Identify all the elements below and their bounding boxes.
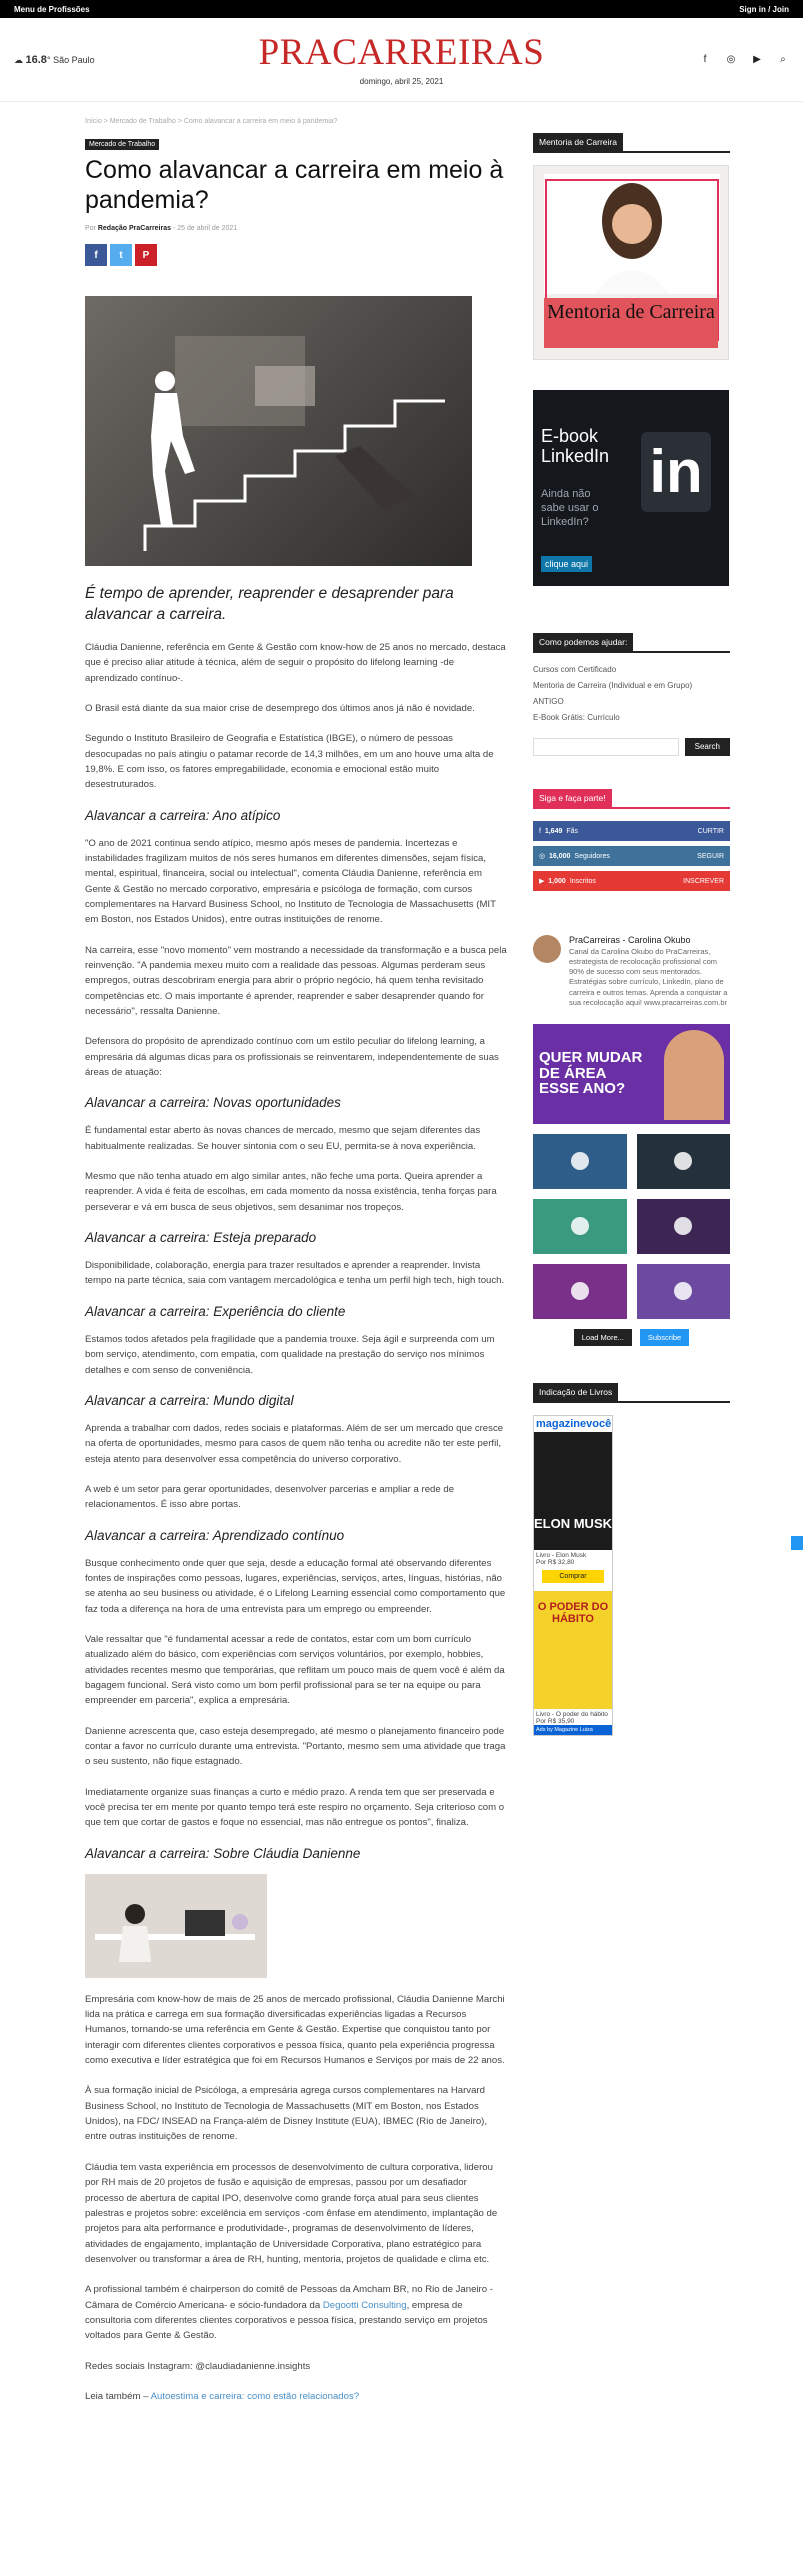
paragraph: A profissional também é chairperson do comitê de Pessoas da Amcham BR, no Rio de Janeiro -Câmara de Comércio Americana- e sócio-fundadora da Degootti Consulting, empresa de consultoria com diferentes clientes corporativos e pessoa física, prestando serviço em projetos voltados para Gente & Gestão.: [85, 2284, 493, 2342]
section-heading: Alavancar a carreira: Esteja preparado: [85, 1230, 317, 1246]
help-item[interactable]: ANTIGO: [533, 697, 564, 706]
video-thumb[interactable]: [533, 1264, 627, 1319]
header-date: domingo, abril 25, 2021: [359, 76, 444, 86]
article-lead: É tempo de aprender, reaprender e desaprender para alavancar a carreira.: [85, 585, 454, 623]
video-grid: [533, 1134, 730, 1319]
paragraph: Estamos todos afetados pela fragilidade que a pandemia trouxe. Seja ágil e surpreenda com um bom serviço, atendimento, com empatia, com qualidade na prestação do serviço nos mínimos detalhes e com senso de conveniência.: [85, 1333, 495, 1376]
share-twitter-icon[interactable]: t: [110, 244, 132, 266]
buy-button[interactable]: Comprar: [542, 1570, 604, 1583]
search-button[interactable]: Search: [685, 738, 730, 756]
top-menu-bar: [0, 0, 803, 18]
weather-icon: ☁: [14, 54, 23, 65]
floating-side-tab[interactable]: [791, 1536, 803, 1550]
paragraph: Cláudia Danienne, referência em Gente & Gestão com know-how de 25 anos no mercado, destaca que é preciso aliar atitude à técnica, além de seguir o propósito do lifelong learning -de aprendizado contínuo-.: [85, 641, 506, 684]
section-heading: Alavancar a carreira: Novas oportunidades: [85, 1095, 341, 1111]
play-icon: [571, 1217, 589, 1235]
article-meta: Por Redação PraCarreiras - 25 de abril de 2021: [85, 225, 238, 232]
play-icon: [571, 1282, 589, 1300]
breadcrumb-current: Como alavancar a carreira em meio à pandemia?: [183, 118, 338, 125]
book-price: Por R$ 35,90: [536, 1717, 575, 1725]
hero-image: [85, 296, 472, 566]
magazine-logo[interactable]: magazinevocê: [536, 1417, 612, 1430]
mentoria-banner[interactable]: [533, 165, 729, 360]
follow-block-title: Siga e faça parte!: [533, 789, 612, 807]
author-link[interactable]: Redação PraCarreiras: [97, 225, 172, 232]
city: São Paulo: [53, 54, 95, 65]
section-heading: Alavancar a carreira: Ano atípico: [85, 807, 281, 823]
breadcrumb-category[interactable]: Mercado de Trabalho: [109, 118, 176, 125]
help-block-title: Como podemos ajudar:: [533, 633, 633, 651]
youtube-channel: [533, 935, 730, 1346]
paragraph: Cláudia tem vasta experiência em processos de desenvolvimento de cultura corporativa, liderou por RH mais de 20 projetos de fusão e aquisição de empresas, passou por um desafiador processo de abertura de capital IPO, desenvolve como grande força atual para seus clientes palestras e projetos sobre: excelência em serviços -com ênfase em atendimento, implantação de projetos para alta performance e produtividade-, programas de desenvolvimento de líderes, atividades de engajamento, implantação de Universidade Corporativa, plano estratégico para desenvolver ou transformar a área de RH, hunting, mentoria, projetos de qualidade e clima etc.: [85, 2161, 498, 2265]
book-title[interactable]: Livro - Elon Musk: [536, 1551, 587, 1559]
share-pinterest-icon[interactable]: P: [135, 244, 157, 266]
paragraph: Danienne acrescenta que, caso esteja desempregado, até mesmo o planejamento financeiro pode contar a favor no currículo durante uma entrevista. "Portanto, mesmo sem uma atividade que traga o seu sustento, não fique estagnado.: [85, 1725, 506, 1768]
instagram-icon: ◎: [539, 853, 549, 860]
paragraph: Mesmo que não tenha atuado em algo similar antes, não feche uma porta. Queira aprender a reaprender. A vida é feita de escolhas, em cada momento da nossa existência, tenha forças para perseverar e vá em busca de seus objetivos, sem desanimar nos tropeços.: [85, 1171, 497, 1213]
mentoria-block-title: Mentoria de Carreira: [533, 133, 623, 151]
read-also: Leia também – Autoestima e carreira: como estão relacionados?: [85, 2390, 360, 2402]
section-heading: Alavancar a carreira: Mundo digital: [85, 1392, 294, 1408]
subscribe-button[interactable]: Subscribe: [640, 1329, 689, 1346]
breadcrumb-home[interactable]: Início: [85, 118, 102, 125]
linkedin-logo-icon: in: [641, 432, 711, 512]
mentoria-banner-text: Mentoria de Carreira: [544, 298, 718, 348]
weather-widget: ☁ 16.8° São Paulo: [14, 53, 95, 66]
category-tag[interactable]: Mercado de Trabalho: [85, 139, 159, 150]
degootti-link[interactable]: Degootti Consulting: [322, 2299, 407, 2311]
instagram-follow-row[interactable]: ◎ 16,000 Seguidores SEGUIR: [533, 846, 730, 866]
paragraph: Empresária com know-how de mais de 25 anos de mercado profissional, Cláudia Danienne Marchi lida na prática e carrega em sua formação diversificadas experiências ligadas a Recursos Humanos, tornando-se uma referência em Gente & Gestão. Expertise que conquistou tanto por interagir com diferentes clientes corporativos e pessoa física, quanto pela experiência progressa como executiva e líder estratégica que foi em Recursos Humanos e Serviços por mais de 22 anos.: [85, 1993, 505, 2067]
share-buttons: [85, 244, 507, 266]
section-heading: Alavancar a carreira: Experiência do cliente: [85, 1303, 346, 1319]
help-item[interactable]: E-Book Grátis: Currículo: [533, 713, 620, 722]
temperature: 16.8: [25, 53, 47, 66]
magazine-widget: [533, 1415, 613, 1736]
ebook-cta-button[interactable]: clique aqui: [541, 556, 592, 572]
sidebar: [533, 132, 730, 1736]
youtube-icon: ▶: [539, 878, 549, 885]
search-input[interactable]: [533, 738, 679, 756]
channel-name[interactable]: PraCarreiras - Carolina Okubo: [569, 935, 691, 945]
facebook-icon[interactable]: f: [703, 54, 707, 65]
paragraph: Vale ressaltar que "é fundamental acessar a rede de contatos, estar com um bom currículo atualizado além do básico, com experiências com serviços voluntários, por exemplo, hobbies, atividades recentes mesmo que temporárias, que reflitam um pouco mais de quem você é além da bagagem funcional. Será visto como um bom perfil profissional para se ter na equipe ou para empreender em parceria", explica a empresária.: [85, 1633, 505, 1707]
facebook-icon: f: [539, 827, 545, 835]
section-heading: Alavancar a carreira: Aprendizado contínuo: [85, 1527, 345, 1543]
channel-description: Canal da Carolina Okubo do PraCarreiras, estrategista de recolocação profissional com 90% de sucesso com seus mentorados. Estratégias sobre currículo, LinkedIn, plano de carreira e outros temas. Aprenda a conquistar a sua recolocação aqui! www.pracarreiras.com.br: [569, 947, 728, 1007]
play-icon: [571, 1152, 589, 1170]
share-facebook-icon[interactable]: f: [85, 244, 107, 266]
book-cover-elon[interactable]: ELON MUSK: [534, 1432, 612, 1550]
video-thumb[interactable]: [533, 1199, 627, 1254]
youtube-icon[interactable]: ▶: [753, 54, 761, 65]
menu-profissoes-link[interactable]: Menu de Profissões: [14, 4, 90, 14]
logo-block: [258, 31, 545, 86]
instagram-icon[interactable]: ◎: [726, 54, 736, 65]
paragraph: É fundamental estar aberto às novas chances de mercado, mesmo que sejam diferentes das habitualmente realizadas. Se houver sintonia com o seu EU, permita-se à nova experiência.: [85, 1125, 481, 1152]
search-icon[interactable]: ⌕: [780, 54, 786, 65]
ads-label: Ads by Magazine Luiza: [534, 1725, 612, 1735]
paragraph: Segundo o Instituto Brasileiro de Geografia e Estatística (IBGE), o número de pessoas desocupadas no país atingiu o patamar recorde de 14,3 milhões, em um ano houve uma alta de 19,8%. E com isso, os fatores empregabilidade, economia e emocional estão muito desestruturados.: [85, 733, 494, 791]
paragraph: Disponibilidade, colaboração, energia para trazer resultados e aprender a reaprender. Invista tempo na parte técnica, saia com vantagem mercadológica e tenha um perfil high tech, high touch.: [85, 1260, 505, 1287]
paragraph: À sua formação inicial de Psicóloga, a empresária agrega cursos complementares na Harvard Business School, no Instituto de Tecnologia de Massachusetts (MIT em Boston, nos Estados Unidos), na FDC/ INSEAD na França-além de Disney Institute (EUA), IBMEC (Rio de Janeiro), entre outras instituições de renome.: [85, 2085, 488, 2143]
book-price: Por R$ 32,80: [536, 1558, 575, 1566]
ebook-banner[interactable]: E-book LinkedIn in Ainda não sabe usar o LinkedIn? clique aqui: [533, 390, 729, 586]
load-more-button[interactable]: Load More...: [574, 1329, 632, 1346]
paragraph: Na carreira, esse "novo momento" vem mostrando a necessidade da transformação e a busca pela reinvenção. "A pandemia mexeu muito com a realidade das pessoas. Algumas perderam seus empregos, outras descobriram energia para abrir o próprio negócio, há quem tenha revisitado competências etc. O mais importante é aprender, reaprender e saber desaprender quando for necessário", ressalta Danienne.: [85, 944, 507, 1018]
site-header: [0, 18, 803, 102]
sign-in-link[interactable]: Sign in / Join: [739, 4, 789, 14]
book-cover-habito[interactable]: O PODER DO HÁBITO: [534, 1591, 612, 1709]
paragraph: Defensora do propósito de aprendizado contínuo com um estilo peculiar do lifelong learning, a empresária dá algumas dicas para os profissionais se reinventarem, independentemente de suas áreas de atuação:: [85, 1036, 499, 1079]
paragraph: "O ano de 2021 continua sendo atípico, mesmo após meses de pandemia. Incertezas e instabilidades fragilizam muitos de nós seres humanos em diferentes dimensões, sejam física, mental, espiritual, financeira, social ou intelectual", comenta Cláudia Danienne, referência em Gente & Gestão no mercado corporativo, empresária e psicóloga de formação, com cursos complementares na Harvard Business School, no Instituto de Tecnologia de Massachusetts (MIT em Boston, nos Estados Unidos), entre outras instituições de renome.: [85, 837, 496, 926]
help-item[interactable]: Cursos com Certificado: [533, 665, 617, 674]
sidebar-search: [533, 738, 730, 756]
books-block-title: Indicação de Livros: [533, 1383, 618, 1401]
help-item[interactable]: Mentoria de Carreira (Individual e em Grupo): [533, 681, 693, 690]
article-column: [85, 118, 507, 2419]
paragraph: Imediatamente organize suas finanças a curto e médio prazo. A renda tem que ser preservada e você precisa ter em mente por quanto tempo terá este respiro no orçamento. Seja criterioso com o que tem que cortar de gastos e foque no essencial, mas não entregue os pontos", finaliza.: [85, 1786, 505, 1829]
facebook-follow-row[interactable]: f 1,649 Fãs CURTIR: [533, 821, 730, 841]
article-title: Como alavancar a carreira em meio à pandemia?: [85, 156, 504, 214]
read-also-link[interactable]: Autoestima e carreira: como estão relacionados?: [150, 2390, 360, 2402]
paragraph: Redes sociais Instagram: @claudiadanienne.insights: [85, 2360, 311, 2372]
publish-date: 25 de abril de 2021: [177, 225, 238, 232]
featured-video[interactable]: QUER MUDAR DE ÁREA ESSE ANO?: [533, 1024, 730, 1124]
video-thumb[interactable]: [637, 1199, 731, 1254]
channel-avatar[interactable]: [533, 935, 561, 963]
video-thumb[interactable]: [637, 1134, 731, 1189]
paragraph: A web é um setor para gerar oportunidades, desenvolver parcerias e ampliar a rede de relacionamentos. É isso abre portas.: [85, 1483, 455, 1511]
breadcrumb: Início > Mercado de Trabalho > Como alavancar a carreira em meio à pandemia?: [85, 118, 338, 125]
paragraph: Busque conhecimento onde quer que seja, desde a educação formal até observando diferentes fontes de inspirações como pessoas, lugares, experiências, serviços, artes, línguas, histórias, não se atenha ao seu business ou atividade, é o Lifelong Learning essencial como comportamento que faz toda a diferença na hora de uma entrevista para um emprego ou empreender.: [85, 1557, 506, 1615]
paragraph: Aprenda a trabalhar com dados, redes sociais e plataformas. Além de ser um mercado que cresce na oferta de oportunidades, mesmo para casos de quem não tenha ou acredite não ter este perfil, esteja atento para desenvolver essa competência do universo corporativo.: [85, 1422, 504, 1465]
video-thumb[interactable]: [533, 1134, 627, 1189]
site-logo[interactable]: PRACARREIRAS: [258, 31, 545, 73]
play-icon: [674, 1217, 692, 1235]
paragraph: O Brasil está diante da sua maior crise de desemprego dos últimos anos já não é novidade.: [85, 702, 475, 714]
help-menu: [533, 665, 730, 722]
book-title[interactable]: Livro - O poder do hábito: [536, 1710, 608, 1718]
section-heading: Alavancar a carreira: Sobre Cláudia Danienne: [85, 1845, 361, 1861]
claudia-photo: [85, 1874, 267, 1978]
play-icon: [674, 1282, 692, 1300]
play-icon: [674, 1152, 692, 1170]
video-thumb[interactable]: [637, 1264, 731, 1319]
header-social: [629, 54, 789, 65]
youtube-follow-row[interactable]: ▶ 1,000 Inscritos INSCREVER: [533, 871, 730, 891]
